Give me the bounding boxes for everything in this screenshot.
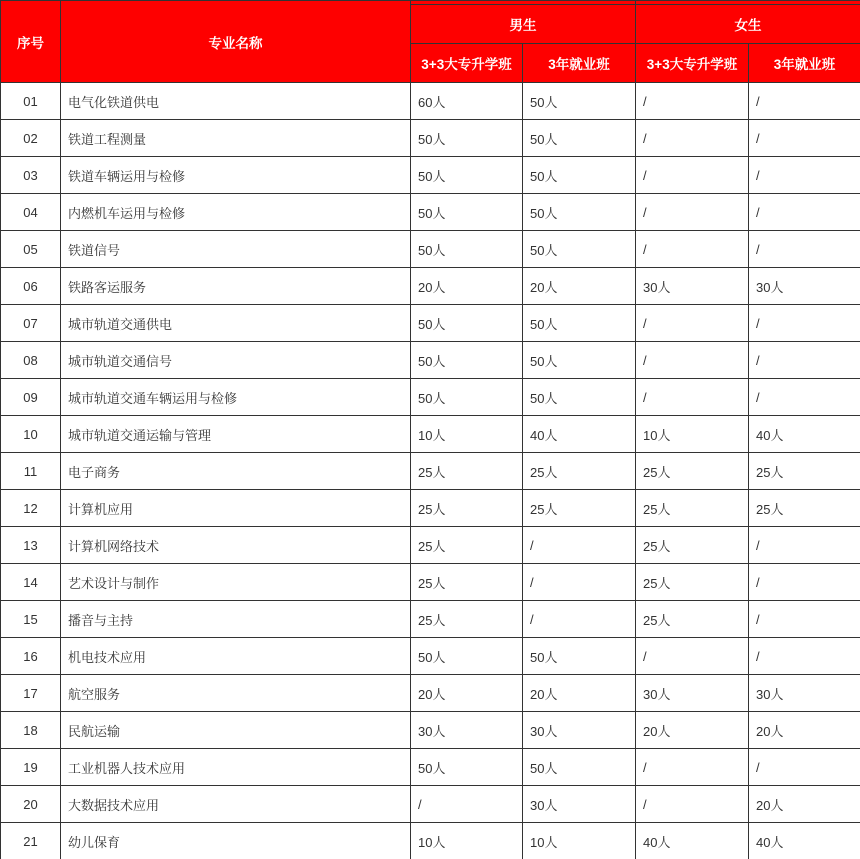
header-major-name: 专业名称 (61, 1, 411, 83)
cell-female-advance: / (636, 749, 749, 786)
cell-female-advance: / (636, 194, 749, 231)
cell-index: 12 (1, 490, 61, 527)
cell-male-employment: 50人 (523, 231, 636, 268)
cell-male-employment: 20人 (523, 268, 636, 305)
cell-male-employment: 10人 (523, 823, 636, 859)
table-row (1, 194, 860, 231)
cell-female-employment: 40人 (749, 416, 860, 453)
cell-female-advance: 40人 (636, 823, 749, 859)
table-row (1, 675, 860, 712)
cell-major-name: 内燃机车运用与检修 (61, 194, 411, 231)
cell-major-name: 航空服务 (61, 675, 411, 712)
cell-male-advance: 25人 (411, 564, 523, 601)
cell-male-advance: 25人 (411, 601, 523, 638)
cell-female-advance: / (636, 83, 749, 120)
cell-index: 19 (1, 749, 61, 786)
table-row (1, 305, 860, 342)
cell-male-advance: 50人 (411, 194, 523, 231)
header-female-advance-class: 3+3大专升学班 (636, 44, 749, 83)
cell-female-employment: 40人 (749, 823, 860, 859)
table-row (1, 564, 860, 601)
cell-major-name: 计算机网络技术 (61, 527, 411, 564)
cell-index: 15 (1, 601, 61, 638)
cell-male-advance: 20人 (411, 268, 523, 305)
cell-male-advance: 25人 (411, 527, 523, 564)
cell-male-advance: 50人 (411, 749, 523, 786)
cell-major-name: 铁道车辆运用与检修 (61, 157, 411, 194)
table-row (1, 453, 860, 490)
cell-male-employment: 25人 (523, 490, 636, 527)
cell-female-advance: 25人 (636, 601, 749, 638)
header-index: 序号 (1, 1, 61, 83)
cell-male-employment: / (523, 527, 636, 564)
cell-male-advance: 50人 (411, 305, 523, 342)
cell-male-employment: 50人 (523, 305, 636, 342)
cell-major-name: 铁路客运服务 (61, 268, 411, 305)
cell-female-employment: 30人 (749, 268, 860, 305)
cell-major-name: 城市轨道交通车辆运用与检修 (61, 379, 411, 416)
cell-major-name: 城市轨道交通信号 (61, 342, 411, 379)
cell-index: 14 (1, 564, 61, 601)
cell-index: 05 (1, 231, 61, 268)
cell-female-employment: / (749, 83, 860, 120)
cell-female-employment: / (749, 157, 860, 194)
cell-major-name: 幼儿保育 (61, 823, 411, 859)
cell-major-name: 播音与主持 (61, 601, 411, 638)
table-row (1, 638, 860, 675)
cell-major-name: 城市轨道交通运输与管理 (61, 416, 411, 453)
cell-female-advance: 30人 (636, 675, 749, 712)
cell-male-advance: 25人 (411, 490, 523, 527)
cell-major-name: 城市轨道交通供电 (61, 305, 411, 342)
cell-female-advance: / (636, 120, 749, 157)
table-body (1, 83, 860, 859)
cell-male-advance: 50人 (411, 157, 523, 194)
table-row (1, 157, 860, 194)
cell-index: 10 (1, 416, 61, 453)
cell-male-employment: 50人 (523, 157, 636, 194)
cell-male-advance: 50人 (411, 342, 523, 379)
cell-male-employment: 20人 (523, 675, 636, 712)
cell-male-advance: 50人 (411, 379, 523, 416)
cell-index: 08 (1, 342, 61, 379)
cell-male-employment: 25人 (523, 453, 636, 490)
cell-male-advance: 25人 (411, 453, 523, 490)
cell-index: 04 (1, 194, 61, 231)
header-male-advance-class: 3+3大专升学班 (411, 44, 523, 83)
cell-female-employment: / (749, 231, 860, 268)
cell-female-advance: / (636, 157, 749, 194)
cell-female-employment: 20人 (749, 712, 860, 749)
cell-male-advance: 50人 (411, 638, 523, 675)
cell-female-employment: / (749, 527, 860, 564)
cell-index: 17 (1, 675, 61, 712)
cell-female-employment: / (749, 601, 860, 638)
table-row (1, 83, 860, 120)
table-row (1, 749, 860, 786)
cell-index: 02 (1, 120, 61, 157)
cell-female-employment: / (749, 194, 860, 231)
cell-major-name: 艺术设计与制作 (61, 564, 411, 601)
cell-index: 11 (1, 453, 61, 490)
cell-male-employment: 50人 (523, 342, 636, 379)
cell-male-advance: / (411, 786, 523, 823)
header-group-female: 女生 (636, 5, 860, 44)
table-row (1, 231, 860, 268)
cell-index: 03 (1, 157, 61, 194)
cell-male-advance: 10人 (411, 416, 523, 453)
cell-index: 09 (1, 379, 61, 416)
cell-major-name: 铁道工程测量 (61, 120, 411, 157)
table-row (1, 490, 860, 527)
cell-index: 20 (1, 786, 61, 823)
cell-male-employment: 50人 (523, 749, 636, 786)
cell-index: 13 (1, 527, 61, 564)
cell-female-employment: 25人 (749, 453, 860, 490)
table-row (1, 379, 860, 416)
table-row (1, 712, 860, 749)
cell-male-employment: 30人 (523, 712, 636, 749)
cell-female-advance: / (636, 379, 749, 416)
cell-male-employment: 50人 (523, 379, 636, 416)
table-row (1, 786, 860, 823)
cell-female-advance: 10人 (636, 416, 749, 453)
cell-male-advance: 50人 (411, 120, 523, 157)
cell-female-employment: 30人 (749, 675, 860, 712)
cell-male-employment: 50人 (523, 120, 636, 157)
cell-major-name: 电子商务 (61, 453, 411, 490)
cell-major-name: 工业机器人技术应用 (61, 749, 411, 786)
header-female-employment-class: 3年就业班 (749, 44, 860, 83)
cell-female-advance: / (636, 638, 749, 675)
cell-male-employment: 30人 (523, 786, 636, 823)
table-row (1, 601, 860, 638)
cell-index: 06 (1, 268, 61, 305)
cell-female-employment: 25人 (749, 490, 860, 527)
cell-female-advance: 30人 (636, 268, 749, 305)
cell-major-name: 机电技术应用 (61, 638, 411, 675)
header-male-employment-class: 3年就业班 (523, 44, 636, 83)
cell-female-employment: / (749, 638, 860, 675)
cell-female-employment: / (749, 564, 860, 601)
table-row (1, 823, 860, 859)
cell-male-employment: 50人 (523, 83, 636, 120)
cell-female-employment: / (749, 379, 860, 416)
cell-female-advance: 20人 (636, 712, 749, 749)
cell-female-advance: 25人 (636, 453, 749, 490)
cell-male-advance: 50人 (411, 231, 523, 268)
cell-female-advance: 25人 (636, 490, 749, 527)
cell-female-advance: / (636, 231, 749, 268)
cell-male-advance: 20人 (411, 675, 523, 712)
cell-major-name: 大数据技术应用 (61, 786, 411, 823)
cell-major-name: 计算机应用 (61, 490, 411, 527)
cell-major-name: 铁道信号 (61, 231, 411, 268)
table-row (1, 120, 860, 157)
cell-index: 16 (1, 638, 61, 675)
cell-index: 07 (1, 305, 61, 342)
cell-female-advance: / (636, 786, 749, 823)
cell-male-advance: 30人 (411, 712, 523, 749)
cell-female-employment: / (749, 120, 860, 157)
cell-female-advance: 25人 (636, 564, 749, 601)
cell-major-name: 民航运输 (61, 712, 411, 749)
cell-male-employment: 50人 (523, 638, 636, 675)
table-row (1, 416, 860, 453)
cell-female-employment: / (749, 305, 860, 342)
cell-female-advance: / (636, 342, 749, 379)
cell-major-name: 电气化铁道供电 (61, 83, 411, 120)
cell-male-employment: / (523, 601, 636, 638)
cell-index: 21 (1, 823, 61, 859)
table-header (1, 1, 860, 83)
table-row (1, 268, 860, 305)
cell-female-advance: / (636, 305, 749, 342)
cell-female-employment: 20人 (749, 786, 860, 823)
cell-male-employment: 50人 (523, 194, 636, 231)
cell-index: 01 (1, 83, 61, 120)
table-row (1, 342, 860, 379)
cell-male-employment: / (523, 564, 636, 601)
cell-female-advance: 25人 (636, 527, 749, 564)
header-group-male: 男生 (411, 5, 636, 44)
cell-male-advance: 10人 (411, 823, 523, 859)
cell-index: 18 (1, 712, 61, 749)
cell-female-employment: / (749, 749, 860, 786)
cell-male-employment: 40人 (523, 416, 636, 453)
table-row (1, 527, 860, 564)
cell-female-employment: / (749, 342, 860, 379)
cell-male-advance: 60人 (411, 83, 523, 120)
